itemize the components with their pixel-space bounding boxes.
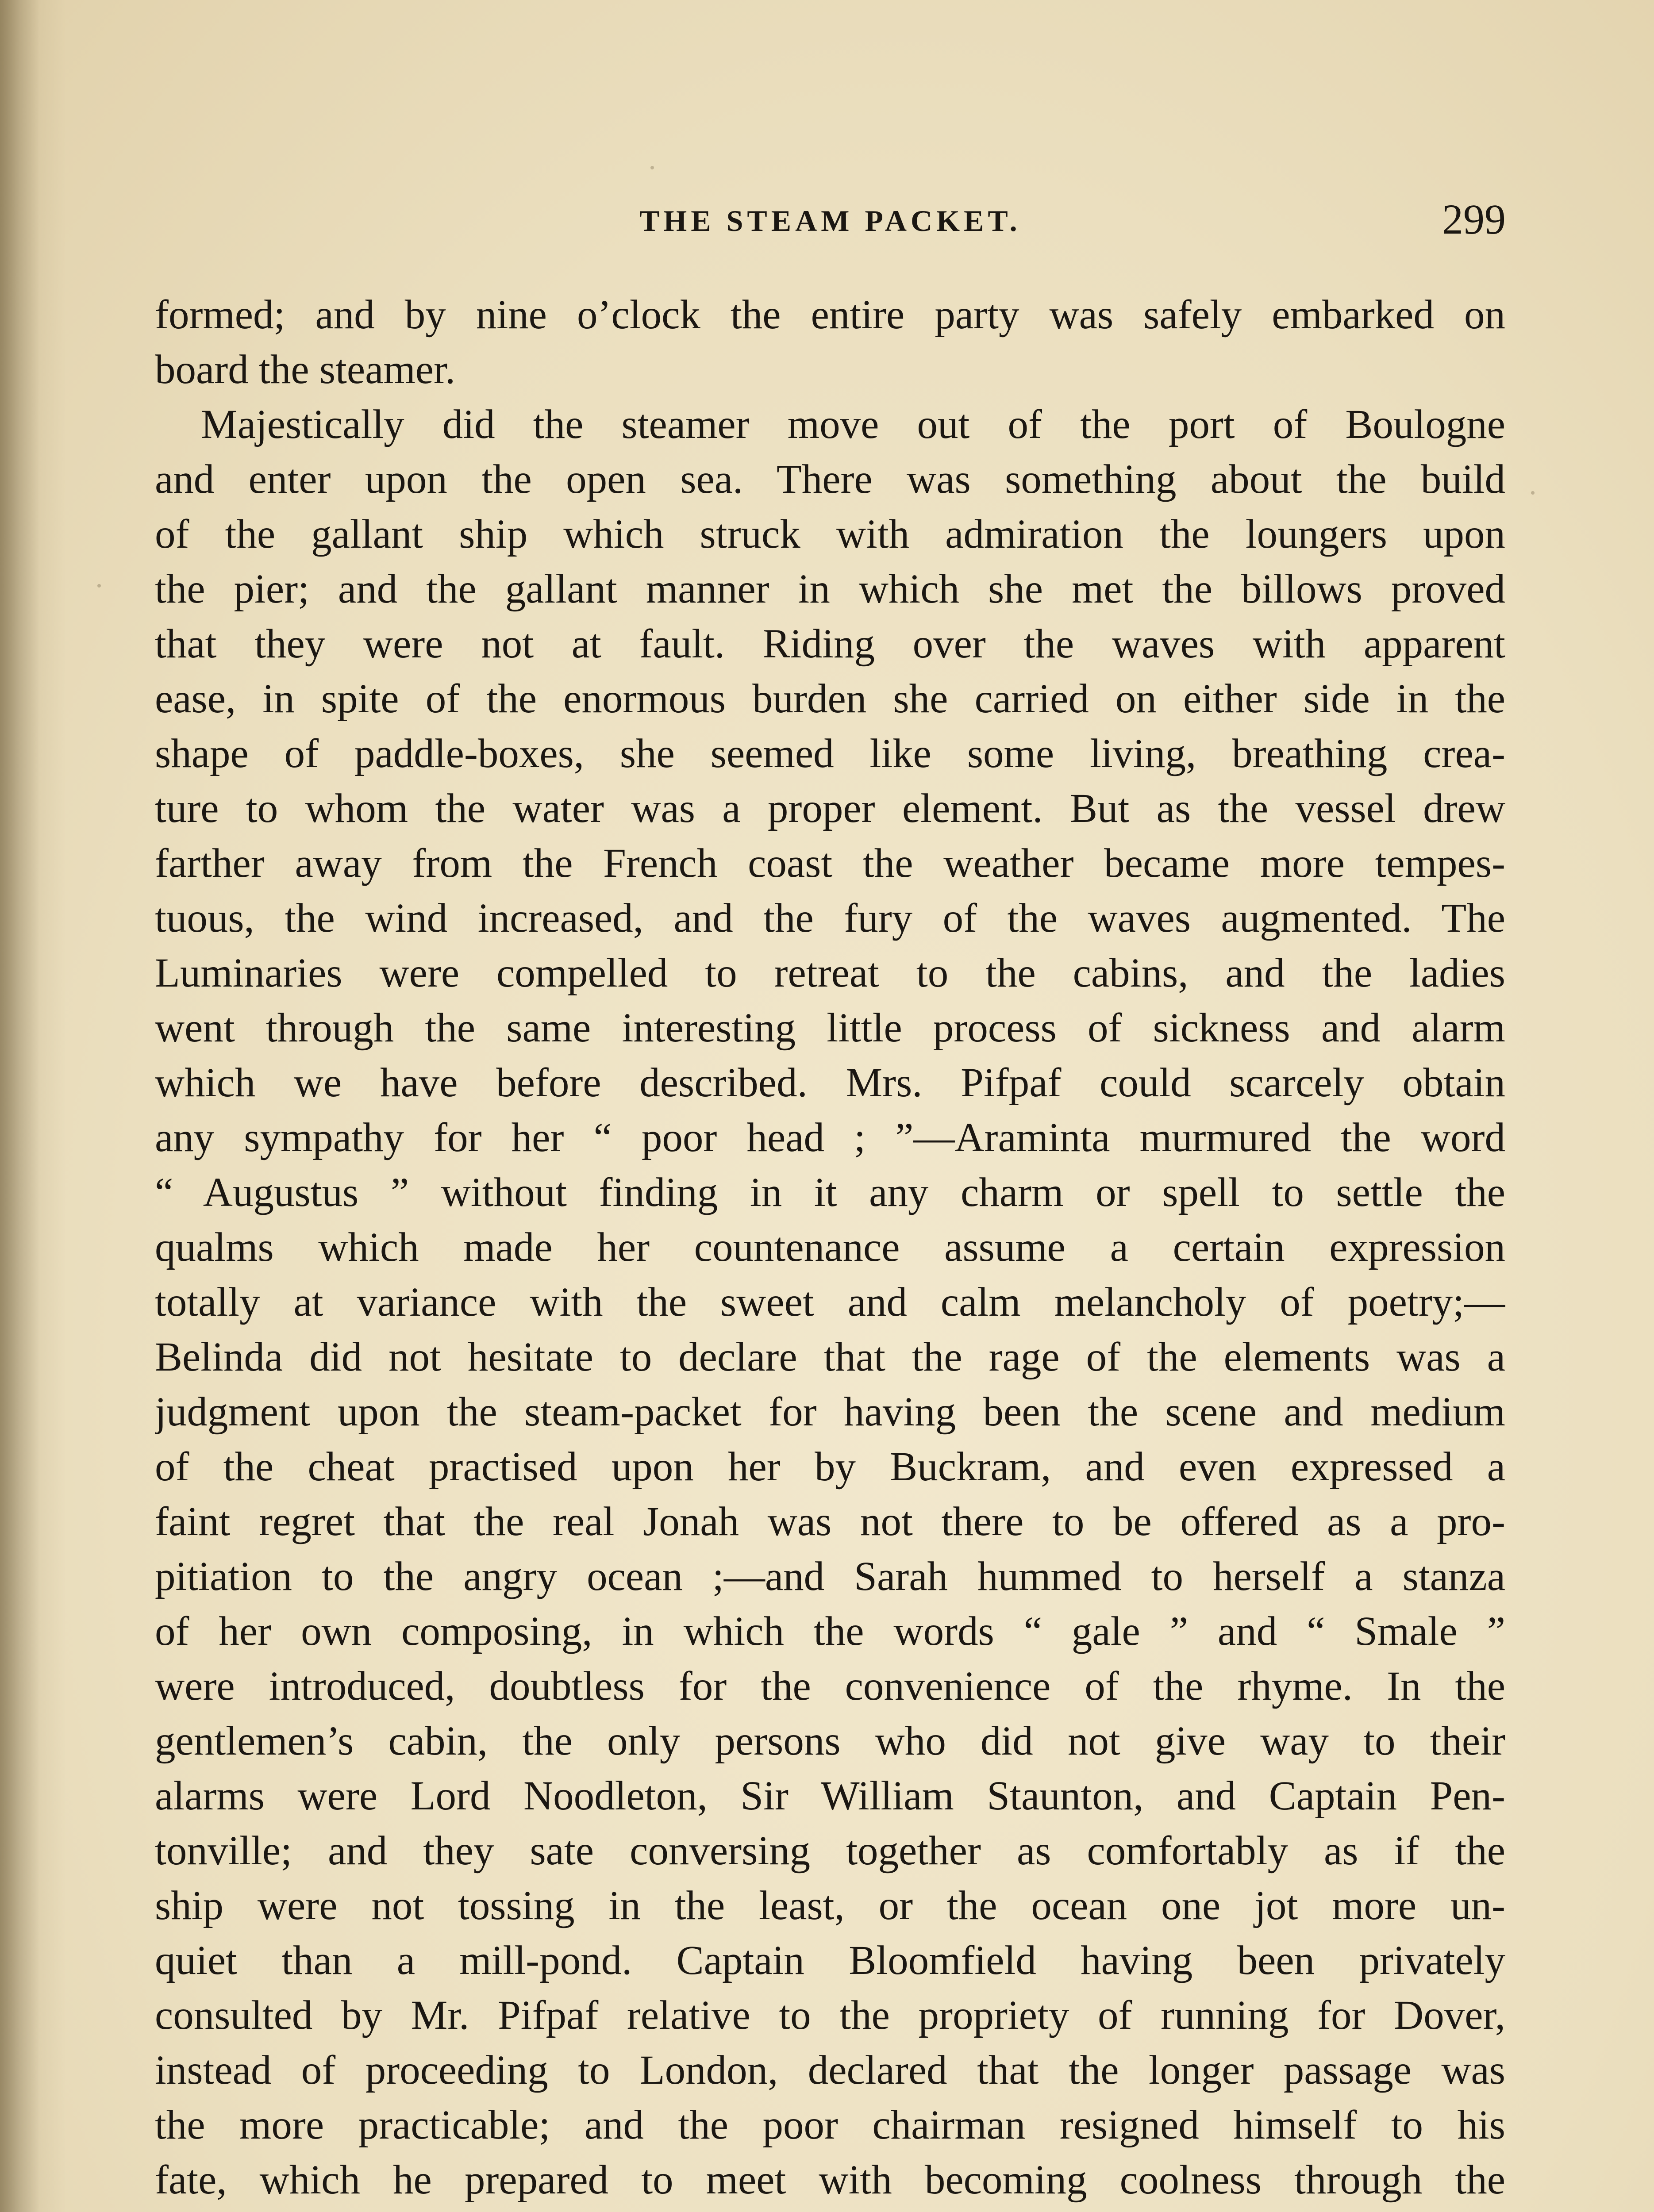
text-line: ship were not tossing in the least, or the ocean one jot more un- xyxy=(155,1883,1505,1928)
text-line: the pier; and the gallant manner in which she met the billows proved xyxy=(155,566,1505,612)
text-line: quiet than a mill-pond. Captain Bloomfield having been privately xyxy=(155,1938,1505,1983)
text-line: the more practicable; and the poor chairman resigned himself to his xyxy=(155,2102,1505,2148)
text-line: went through the same interesting little process of sickness and alarm xyxy=(155,1005,1505,1051)
binding-shadow xyxy=(0,0,40,2212)
text-line: and enter upon the open sea. There was something about the build xyxy=(155,457,1505,502)
text-line: of the gallant ship which struck with admiration the loungers upon xyxy=(155,511,1505,557)
text-line: of her own composing, in which the words “ gale ” and “ Smale ” xyxy=(155,1609,1505,1654)
paper-speck xyxy=(650,166,654,169)
text-line: that they were not at fault. Riding over the waves with apparent xyxy=(155,621,1505,667)
text-line: “ Augustus ” without finding in it any charm or spell to settle the xyxy=(155,1170,1505,1215)
paper-speck xyxy=(97,584,101,588)
text-line: Luminaries were compelled to retreat to the cabins, and the ladies xyxy=(155,950,1505,996)
text-line xyxy=(155,2208,1505,2212)
text-line: judgment upon the steam-packet for having been the scene and medium xyxy=(155,1389,1505,1435)
text-line: which we have before described. Mrs. Pifpaf could scarcely obtain xyxy=(155,1060,1505,1106)
text-line: farther away from the French coast the weather became more tempes- xyxy=(155,841,1505,886)
text-line: totally at variance with the sweet and calm melancholy of poetry;— xyxy=(155,1279,1505,1325)
text-line: tonville; and they sate conversing together as comfortably as if the xyxy=(155,1828,1505,1874)
text-line: qualms which made her countenance assume a certain expression xyxy=(155,1225,1505,1270)
paper-speck xyxy=(1531,491,1535,495)
text-line: shape of paddle-boxes, she seemed like some living, breathing crea- xyxy=(155,731,1505,776)
text-line: ture to whom the water was a proper element. But as the vessel drew xyxy=(155,786,1505,831)
text-line: were introduced, doubtless for the convenience of the rhyme. In the xyxy=(155,1663,1505,1709)
text-line: pitiation to the angry ocean ;—and Sarah hummed to herself a stanza xyxy=(155,1554,1505,1599)
text-line: of the cheat practised upon her by Buckram, and even expressed a xyxy=(155,1444,1505,1490)
text-line: Majestically did the steamer move out of the port of Boulogne xyxy=(201,402,1505,447)
body-text xyxy=(155,288,1505,2212)
text-line: faint regret that the real Jonah was not there to be offered as a pro- xyxy=(155,1499,1505,1544)
text-line: formed; and by nine o’clock the entire party was safely embarked on xyxy=(155,292,1505,338)
text-line: tuous, the wind increased, and the fury of the waves augmented. The xyxy=(155,895,1505,941)
text-line: gentlemen’s cabin, the only persons who did not give way to their xyxy=(155,1718,1505,1764)
text-line: Belinda did not hesitate to declare that the rage of the elements was a xyxy=(155,1334,1505,1380)
text-line: board the steamer. xyxy=(155,347,456,392)
text-line: ease, in spite of the enormous burden she carried on either side in the xyxy=(155,676,1505,722)
page-number: 299 xyxy=(1442,196,1506,243)
running-head: THE STEAM PACKET. xyxy=(639,204,1021,238)
text-line: instead of proceeding to London, declared that the longer passage was xyxy=(155,2047,1505,2093)
text-line: any sympathy for her “ poor head ; ”—Araminta murmured the word xyxy=(155,1115,1505,1160)
text-line: alarms were Lord Noodleton, Sir William Staunton, and Captain Pen- xyxy=(155,1773,1505,1819)
text-line: consulted by Mr. Pifpaf relative to the propriety of running for Dover, xyxy=(155,1993,1505,2038)
text-line: fate, which he prepared to meet with becoming coolness through the xyxy=(155,2157,1505,2203)
